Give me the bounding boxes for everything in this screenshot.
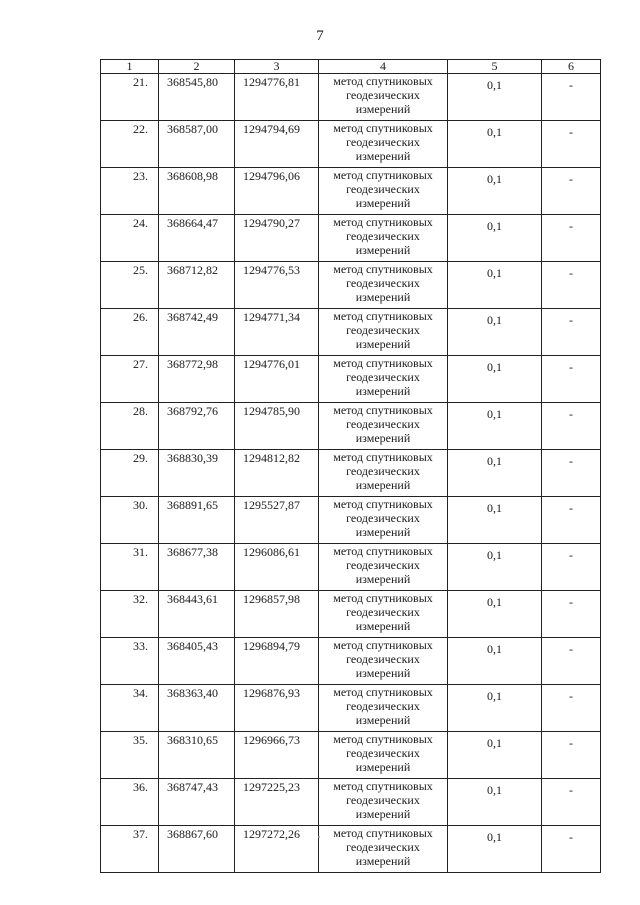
note-cell: - — [542, 779, 601, 826]
header-cell: 5 — [448, 60, 542, 74]
note-cell: - — [542, 826, 601, 873]
point-number-cell: 29. — [101, 450, 159, 497]
point-number-cell: 27. — [101, 356, 159, 403]
note-cell: - — [542, 497, 601, 544]
method-cell: метод спутниковых геодезических измерений — [319, 215, 448, 262]
method-cell: метод спутниковых геодезических измерений — [319, 732, 448, 779]
point-number-cell: 37. — [101, 826, 159, 873]
y-coordinate-cell: 1296086,61 — [235, 544, 319, 591]
note-cell: - — [542, 450, 601, 497]
method-cell: метод спутниковых геодезических измерений — [319, 121, 448, 168]
x-coordinate-cell: 368587,00 — [159, 121, 235, 168]
y-coordinate-cell: 1296894,79 — [235, 638, 319, 685]
method-cell: метод спутниковых геодезических измерений — [319, 638, 448, 685]
method-cell: метод спутниковых геодезических измерений — [319, 262, 448, 309]
table-row — [101, 121, 601, 168]
y-coordinate-cell: 1294794,69 — [235, 121, 319, 168]
table-row — [101, 685, 601, 732]
scan-speck — [318, 836, 320, 838]
table-row — [101, 591, 601, 638]
y-coordinate-cell: 1297272,26 — [235, 826, 319, 873]
x-coordinate-cell: 368792,76 — [159, 403, 235, 450]
table-header-row — [101, 60, 601, 74]
header-cell: 2 — [159, 60, 235, 74]
x-coordinate-cell: 368664,47 — [159, 215, 235, 262]
y-coordinate-cell: 1294790,27 — [235, 215, 319, 262]
accuracy-cell: 0,1 — [448, 309, 542, 356]
method-cell: метод спутниковых геодезических измерений — [319, 497, 448, 544]
accuracy-cell: 0,1 — [448, 450, 542, 497]
note-cell: - — [542, 309, 601, 356]
x-coordinate-cell: 368405,43 — [159, 638, 235, 685]
coordinates-table — [100, 59, 601, 873]
accuracy-cell: 0,1 — [448, 262, 542, 309]
table-row — [101, 826, 601, 873]
x-coordinate-cell: 368677,38 — [159, 544, 235, 591]
table-row — [101, 74, 601, 121]
note-cell: - — [542, 544, 601, 591]
note-cell: - — [542, 74, 601, 121]
y-coordinate-cell: 1294776,01 — [235, 356, 319, 403]
y-coordinate-cell: 1294776,81 — [235, 74, 319, 121]
accuracy-cell: 0,1 — [448, 74, 542, 121]
table-row — [101, 497, 601, 544]
method-cell: метод спутниковых геодезических измерений — [319, 356, 448, 403]
x-coordinate-cell: 368830,39 — [159, 450, 235, 497]
y-coordinate-cell: 1294771,34 — [235, 309, 319, 356]
note-cell: - — [542, 168, 601, 215]
y-coordinate-cell: 1296966,73 — [235, 732, 319, 779]
point-number-cell: 26. — [101, 309, 159, 356]
accuracy-cell: 0,1 — [448, 168, 542, 215]
table-row — [101, 215, 601, 262]
point-number-cell: 23. — [101, 168, 159, 215]
x-coordinate-cell: 368742,49 — [159, 309, 235, 356]
x-coordinate-cell: 368891,65 — [159, 497, 235, 544]
point-number-cell: 33. — [101, 638, 159, 685]
note-cell: - — [542, 403, 601, 450]
table-row — [101, 544, 601, 591]
table-row — [101, 356, 601, 403]
table-row — [101, 262, 601, 309]
table-row — [101, 779, 601, 826]
x-coordinate-cell: 368712,82 — [159, 262, 235, 309]
table-row — [101, 450, 601, 497]
y-coordinate-cell: 1294776,53 — [235, 262, 319, 309]
point-number-cell: 36. — [101, 779, 159, 826]
accuracy-cell: 0,1 — [448, 356, 542, 403]
note-cell: - — [542, 215, 601, 262]
point-number-cell: 32. — [101, 591, 159, 638]
method-cell: метод спутниковых геодезических измерений — [319, 403, 448, 450]
method-cell: метод спутниковых геодезических измерений — [319, 685, 448, 732]
note-cell: - — [542, 685, 601, 732]
x-coordinate-cell: 368545,80 — [159, 74, 235, 121]
method-cell: метод спутниковых геодезических измерений — [319, 591, 448, 638]
method-cell: метод спутниковых геодезических измерений — [319, 544, 448, 591]
note-cell: - — [542, 638, 601, 685]
accuracy-cell: 0,1 — [448, 215, 542, 262]
point-number-cell: 28. — [101, 403, 159, 450]
table-row — [101, 732, 601, 779]
point-number-cell: 30. — [101, 497, 159, 544]
accuracy-cell: 0,1 — [448, 497, 542, 544]
y-coordinate-cell: 1296876,93 — [235, 685, 319, 732]
point-number-cell: 25. — [101, 262, 159, 309]
header-cell: 1 — [101, 60, 159, 74]
x-coordinate-cell: 368867,60 — [159, 826, 235, 873]
note-cell: - — [542, 262, 601, 309]
accuracy-cell: 0,1 — [448, 121, 542, 168]
x-coordinate-cell: 368443,61 — [159, 591, 235, 638]
accuracy-cell: 0,1 — [448, 591, 542, 638]
y-coordinate-cell: 1294785,90 — [235, 403, 319, 450]
page-number: 7 — [316, 28, 324, 44]
y-coordinate-cell: 1294812,82 — [235, 450, 319, 497]
x-coordinate-cell: 368772,98 — [159, 356, 235, 403]
header-cell: 3 — [235, 60, 319, 74]
method-cell: метод спутниковых геодезических измерений — [319, 74, 448, 121]
x-coordinate-cell: 368747,43 — [159, 779, 235, 826]
method-cell: метод спутниковых геодезических измерений — [319, 826, 448, 873]
y-coordinate-cell: 1296857,98 — [235, 591, 319, 638]
y-coordinate-cell: 1297225,23 — [235, 779, 319, 826]
point-number-cell: 34. — [101, 685, 159, 732]
x-coordinate-cell: 368608,98 — [159, 168, 235, 215]
table-row — [101, 403, 601, 450]
accuracy-cell: 0,1 — [448, 732, 542, 779]
point-number-cell: 31. — [101, 544, 159, 591]
y-coordinate-cell: 1294796,06 — [235, 168, 319, 215]
note-cell: - — [542, 121, 601, 168]
accuracy-cell: 0,1 — [448, 544, 542, 591]
y-coordinate-cell: 1295527,87 — [235, 497, 319, 544]
note-cell: - — [542, 356, 601, 403]
note-cell: - — [542, 732, 601, 779]
table-row — [101, 309, 601, 356]
accuracy-cell: 0,1 — [448, 638, 542, 685]
point-number-cell: 24. — [101, 215, 159, 262]
method-cell: метод спутниковых геодезических измерений — [319, 779, 448, 826]
method-cell: метод спутниковых геодезических измерений — [319, 309, 448, 356]
method-cell: метод спутниковых геодезических измерений — [319, 450, 448, 497]
header-cell: 4 — [319, 60, 448, 74]
method-cell: метод спутниковых геодезических измерений — [319, 168, 448, 215]
table-row — [101, 638, 601, 685]
point-number-cell: 35. — [101, 732, 159, 779]
note-cell: - — [542, 591, 601, 638]
x-coordinate-cell: 368310,65 — [159, 732, 235, 779]
accuracy-cell: 0,1 — [448, 779, 542, 826]
accuracy-cell: 0,1 — [448, 826, 542, 873]
accuracy-cell: 0,1 — [448, 685, 542, 732]
point-number-cell: 21. — [101, 74, 159, 121]
header-cell: 6 — [542, 60, 601, 74]
table-row — [101, 168, 601, 215]
accuracy-cell: 0,1 — [448, 403, 542, 450]
x-coordinate-cell: 368363,40 — [159, 685, 235, 732]
point-number-cell: 22. — [101, 121, 159, 168]
